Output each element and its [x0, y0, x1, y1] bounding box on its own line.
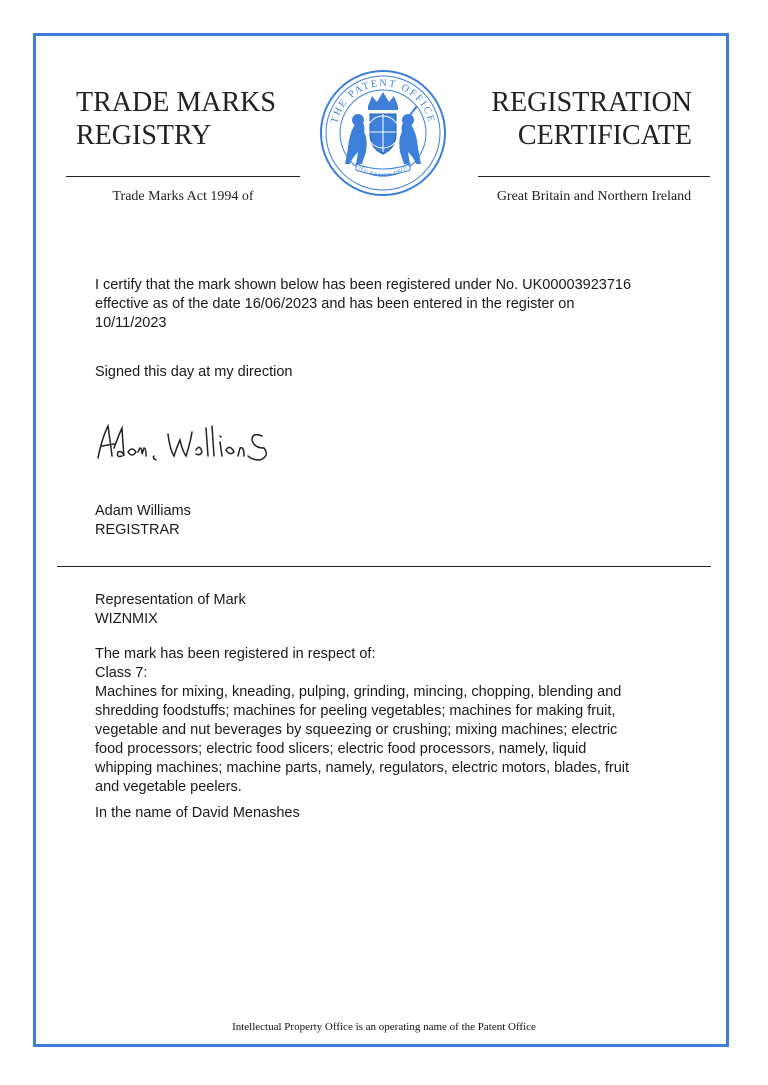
- goods-intro: The mark has been registered in respect of:: [95, 646, 376, 662]
- goods-line: food processors; electric food slicers; electric food processors, namely, liquid: [95, 741, 587, 757]
- heading-right-line1: REGISTRATION: [491, 87, 692, 118]
- patent-office-seal-icon: [318, 68, 448, 198]
- right-rule: [478, 176, 710, 177]
- mark-label: Representation of Mark: [95, 592, 246, 608]
- registrar-title: REGISTRAR: [95, 522, 180, 538]
- left-rule: [66, 176, 300, 177]
- certificate-heading: [491, 86, 692, 152]
- seal-outer-text: THE PATENT OFFICE: [329, 77, 437, 125]
- goods-line: and vegetable peelers.: [95, 779, 242, 795]
- goods-line: vegetable and nut beverages by squeezing or crushing; mixing machines; electric: [95, 722, 618, 738]
- mark-value: WIZNMIX: [95, 611, 158, 627]
- jurisdiction-subtitle: Great Britain and Northern Ireland: [496, 189, 692, 204]
- heading-left-line2: REGISTRY: [76, 120, 212, 151]
- signed-statement: Signed this day at my direction: [95, 364, 293, 380]
- certification-line: 10/11/2023: [95, 315, 167, 331]
- footer-note: Intellectual Property Office is an operating name of the Patent Office: [232, 1021, 536, 1033]
- goods-line: shredding foodstuffs; machines for peeling vegetables; machines for making fruit,: [95, 703, 616, 719]
- seal-motto: DIEU ET MON DROIT: [353, 161, 413, 180]
- goods-block: [95, 645, 685, 797]
- registry-heading: [76, 86, 276, 152]
- heading-right-line2: CERTIFICATE: [517, 120, 692, 151]
- certification-statement: [95, 276, 685, 333]
- mark-block: [95, 591, 685, 629]
- registrar-block: [95, 502, 685, 540]
- registrar-signature-icon: [92, 418, 282, 468]
- goods-line: whipping machines; machine parts, namely, regulators, electric motors, blades, fruit: [95, 760, 630, 776]
- owner-statement: In the name of David Menashes: [95, 805, 300, 821]
- goods-line: Machines for mixing, kneading, pulping, grinding, mincing, chopping, blending and: [95, 684, 622, 700]
- heading-left-line1: TRADE MARKS: [76, 87, 276, 118]
- section-divider: [57, 566, 711, 567]
- registrar-name: Adam Williams: [95, 503, 191, 519]
- act-subtitle: Trade Marks Act 1994 of: [112, 189, 254, 204]
- certification-line: effective as of the date 16/06/2023 and has been entered in the register on: [95, 296, 575, 312]
- goods-class: Class 7:: [95, 665, 148, 681]
- certification-line: I certify that the mark shown below has been registered under No. UK00003923716: [95, 277, 632, 293]
